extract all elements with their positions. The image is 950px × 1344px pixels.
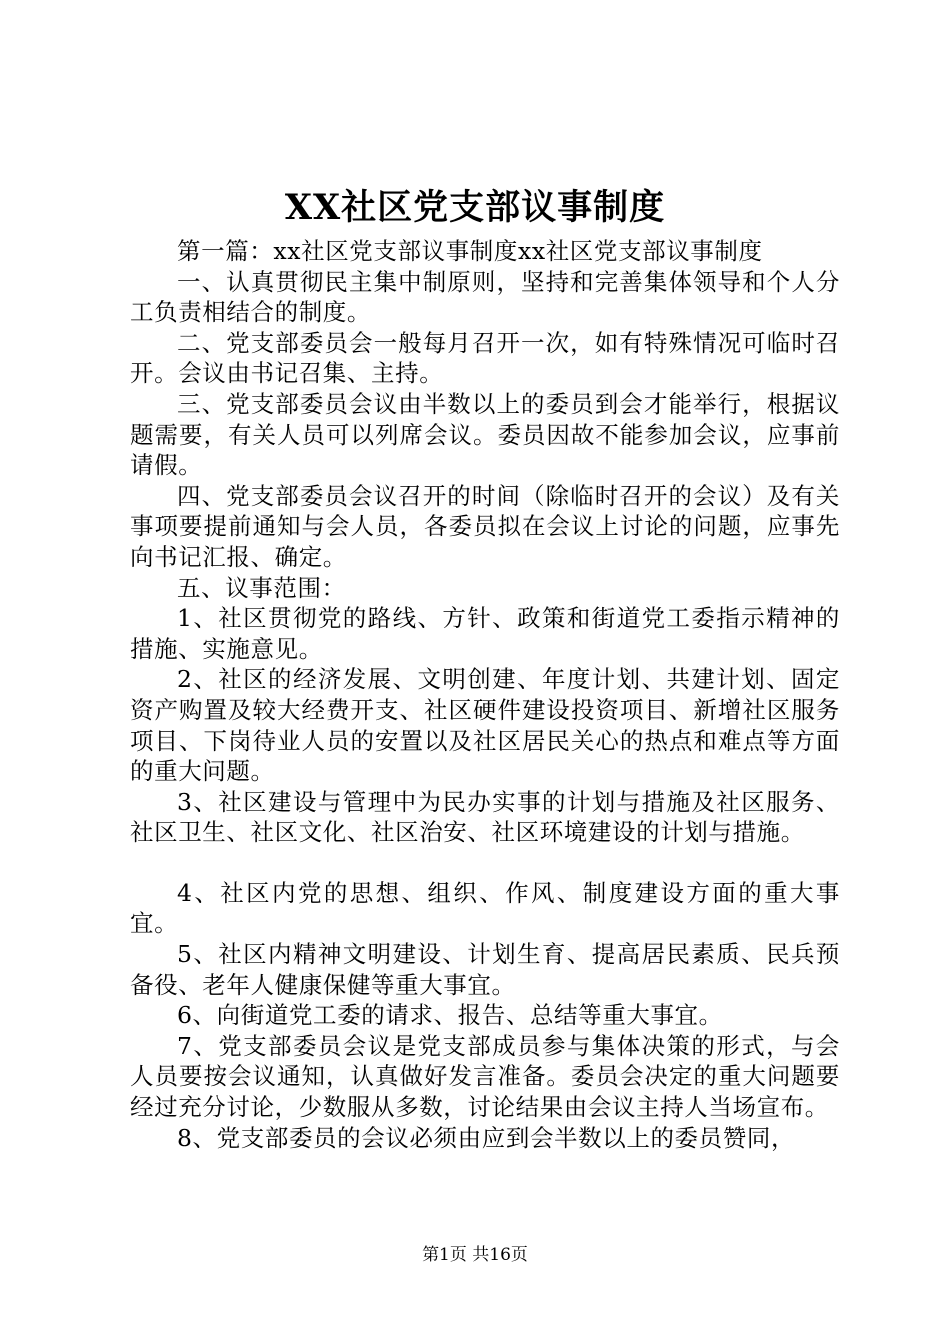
paragraph: 8、党支部委员的会议必须由应到会半数以上的委员赞同， (177, 1123, 796, 1152)
paragraph: 6、向街道党工委的请求、报告、总结等重大事宜。 (177, 1001, 723, 1030)
paragraph: 一、认真贯彻民主集中制原则，坚持和完善集体领导和个人分工负责相结合的制度。 (130, 267, 840, 327)
document-title: XX社区党支部议事制度 (284, 187, 666, 228)
paragraph: 1、社区贯彻党的路线、方针、政策和街道党工委指示精神的措施、实施意见。 (130, 604, 840, 663)
paragraph: 二、党支部委员会一般每月召开一次，如有特殊情况可临时召开。会议由书记召集、主持。 (130, 328, 840, 388)
paragraph: 7、党支部委员会议是党支部成员参与集体决策的形式，与会人员要按会议通知，认真做好发言准备。委员会决定的重大问题要经过充分讨论，少数服从多数，讨论结果由会议主持人当场宣布。 (130, 1031, 840, 1122)
paragraph: 4、社区内党的思想、组织、作风、制度建设方面的重大事宜。 (130, 878, 840, 938)
paragraph: 五、议事范围： (177, 573, 346, 602)
paragraph: 5、社区内精神文明建设、计划生育、提高居民素质、民兵预备役、老年人健康保健等重大事宜。 (130, 940, 840, 999)
paragraph: 第一篇：xx社区党支部议事制度xx社区党支部议事制度 (177, 237, 763, 265)
paragraph: 3、社区建设与管理中为民办实事的计划与措施及社区服务、社区卫生、社区文化、社区治安、社区环境建设的计划与措施。 (130, 787, 840, 847)
paragraph: 三、党支部委员会议由半数以上的委员到会才能举行，根据议题需要，有关人员可以列席会议。委员因故不能参加会议，应事前请假。 (130, 389, 840, 480)
paragraph: 2、社区的经济发展、文明创建、年度计划、共建计划、固定资产购置及较大经费开支、社区硬件建设投资项目、新增社区服务项目、下岗待业人员的安置以及社区居民关心的热点和难点等方面的重大问题。 (130, 665, 840, 786)
paragraph: 四、党支部委员会议召开的时间（除临时召开的会议）及有关事项要提前通知与会人员，各委员拟在会议上讨论的问题，应事先向书记汇报、确定。 (130, 481, 840, 571)
document-body (130, 236, 840, 1153)
page-footer: 第1页 共16页 (422, 1245, 528, 1265)
